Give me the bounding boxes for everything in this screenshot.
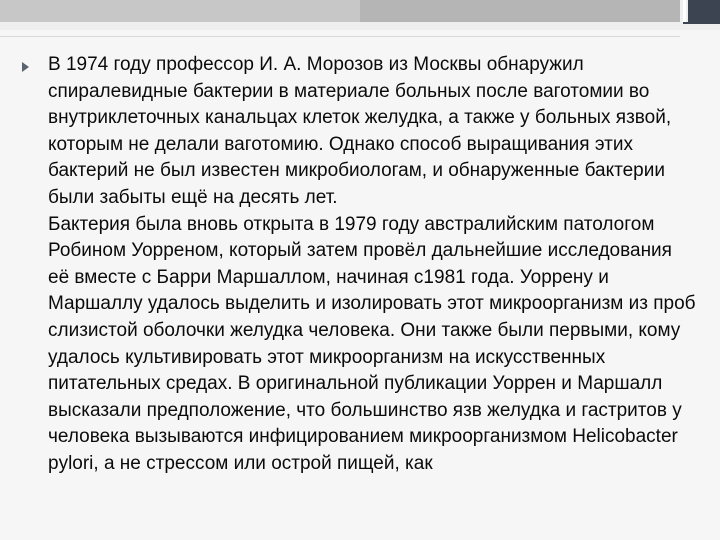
- triangle-bullet-icon: [22, 62, 29, 72]
- header-corner-accent: [688, 0, 720, 22]
- slide-body: [48, 52, 698, 478]
- header-underline: [683, 22, 720, 24]
- header-bar-left: [0, 0, 360, 22]
- header-rule: [0, 36, 680, 37]
- paragraph-1: В 1974 году профессор И. А. Морозов из Москвы обнаружил спиралевидные бактерии в материале больных после ваготомии во внутриклеточных канальцах клеток желудка, а также у больных язвой, которым не делали ваготомию. Однако способ выращивания этих бактерий не был известен микробиологам, и обнаруженные бактерии были забыты ещё на десять лет.: [48, 54, 672, 208]
- header-separator: [683, 0, 686, 22]
- paragraph-2: Бактерия была вновь открыта в 1979 году австралийским патологом Робином Уорреном, который затем провёл дальнейшие исследования её вместе с Барри Маршаллом, начиная с1981 года. Уоррену и Маршаллу удалось выделить и изолировать этот микроорганизм из проб слизистой оболочки желудка человека. Они также были первыми, кому удалось культивировать этот микроорганизм на искусственных питательных средах. В оригинальной публикации Уоррен и Маршалл высказали предположение, что большинство язв желудка и гастритов у человека вызываются инфицированием микроорганизмом Helicobacter pylori, а не стрессом или острой пищей, как: [48, 213, 696, 474]
- header-bar-right: [360, 0, 680, 22]
